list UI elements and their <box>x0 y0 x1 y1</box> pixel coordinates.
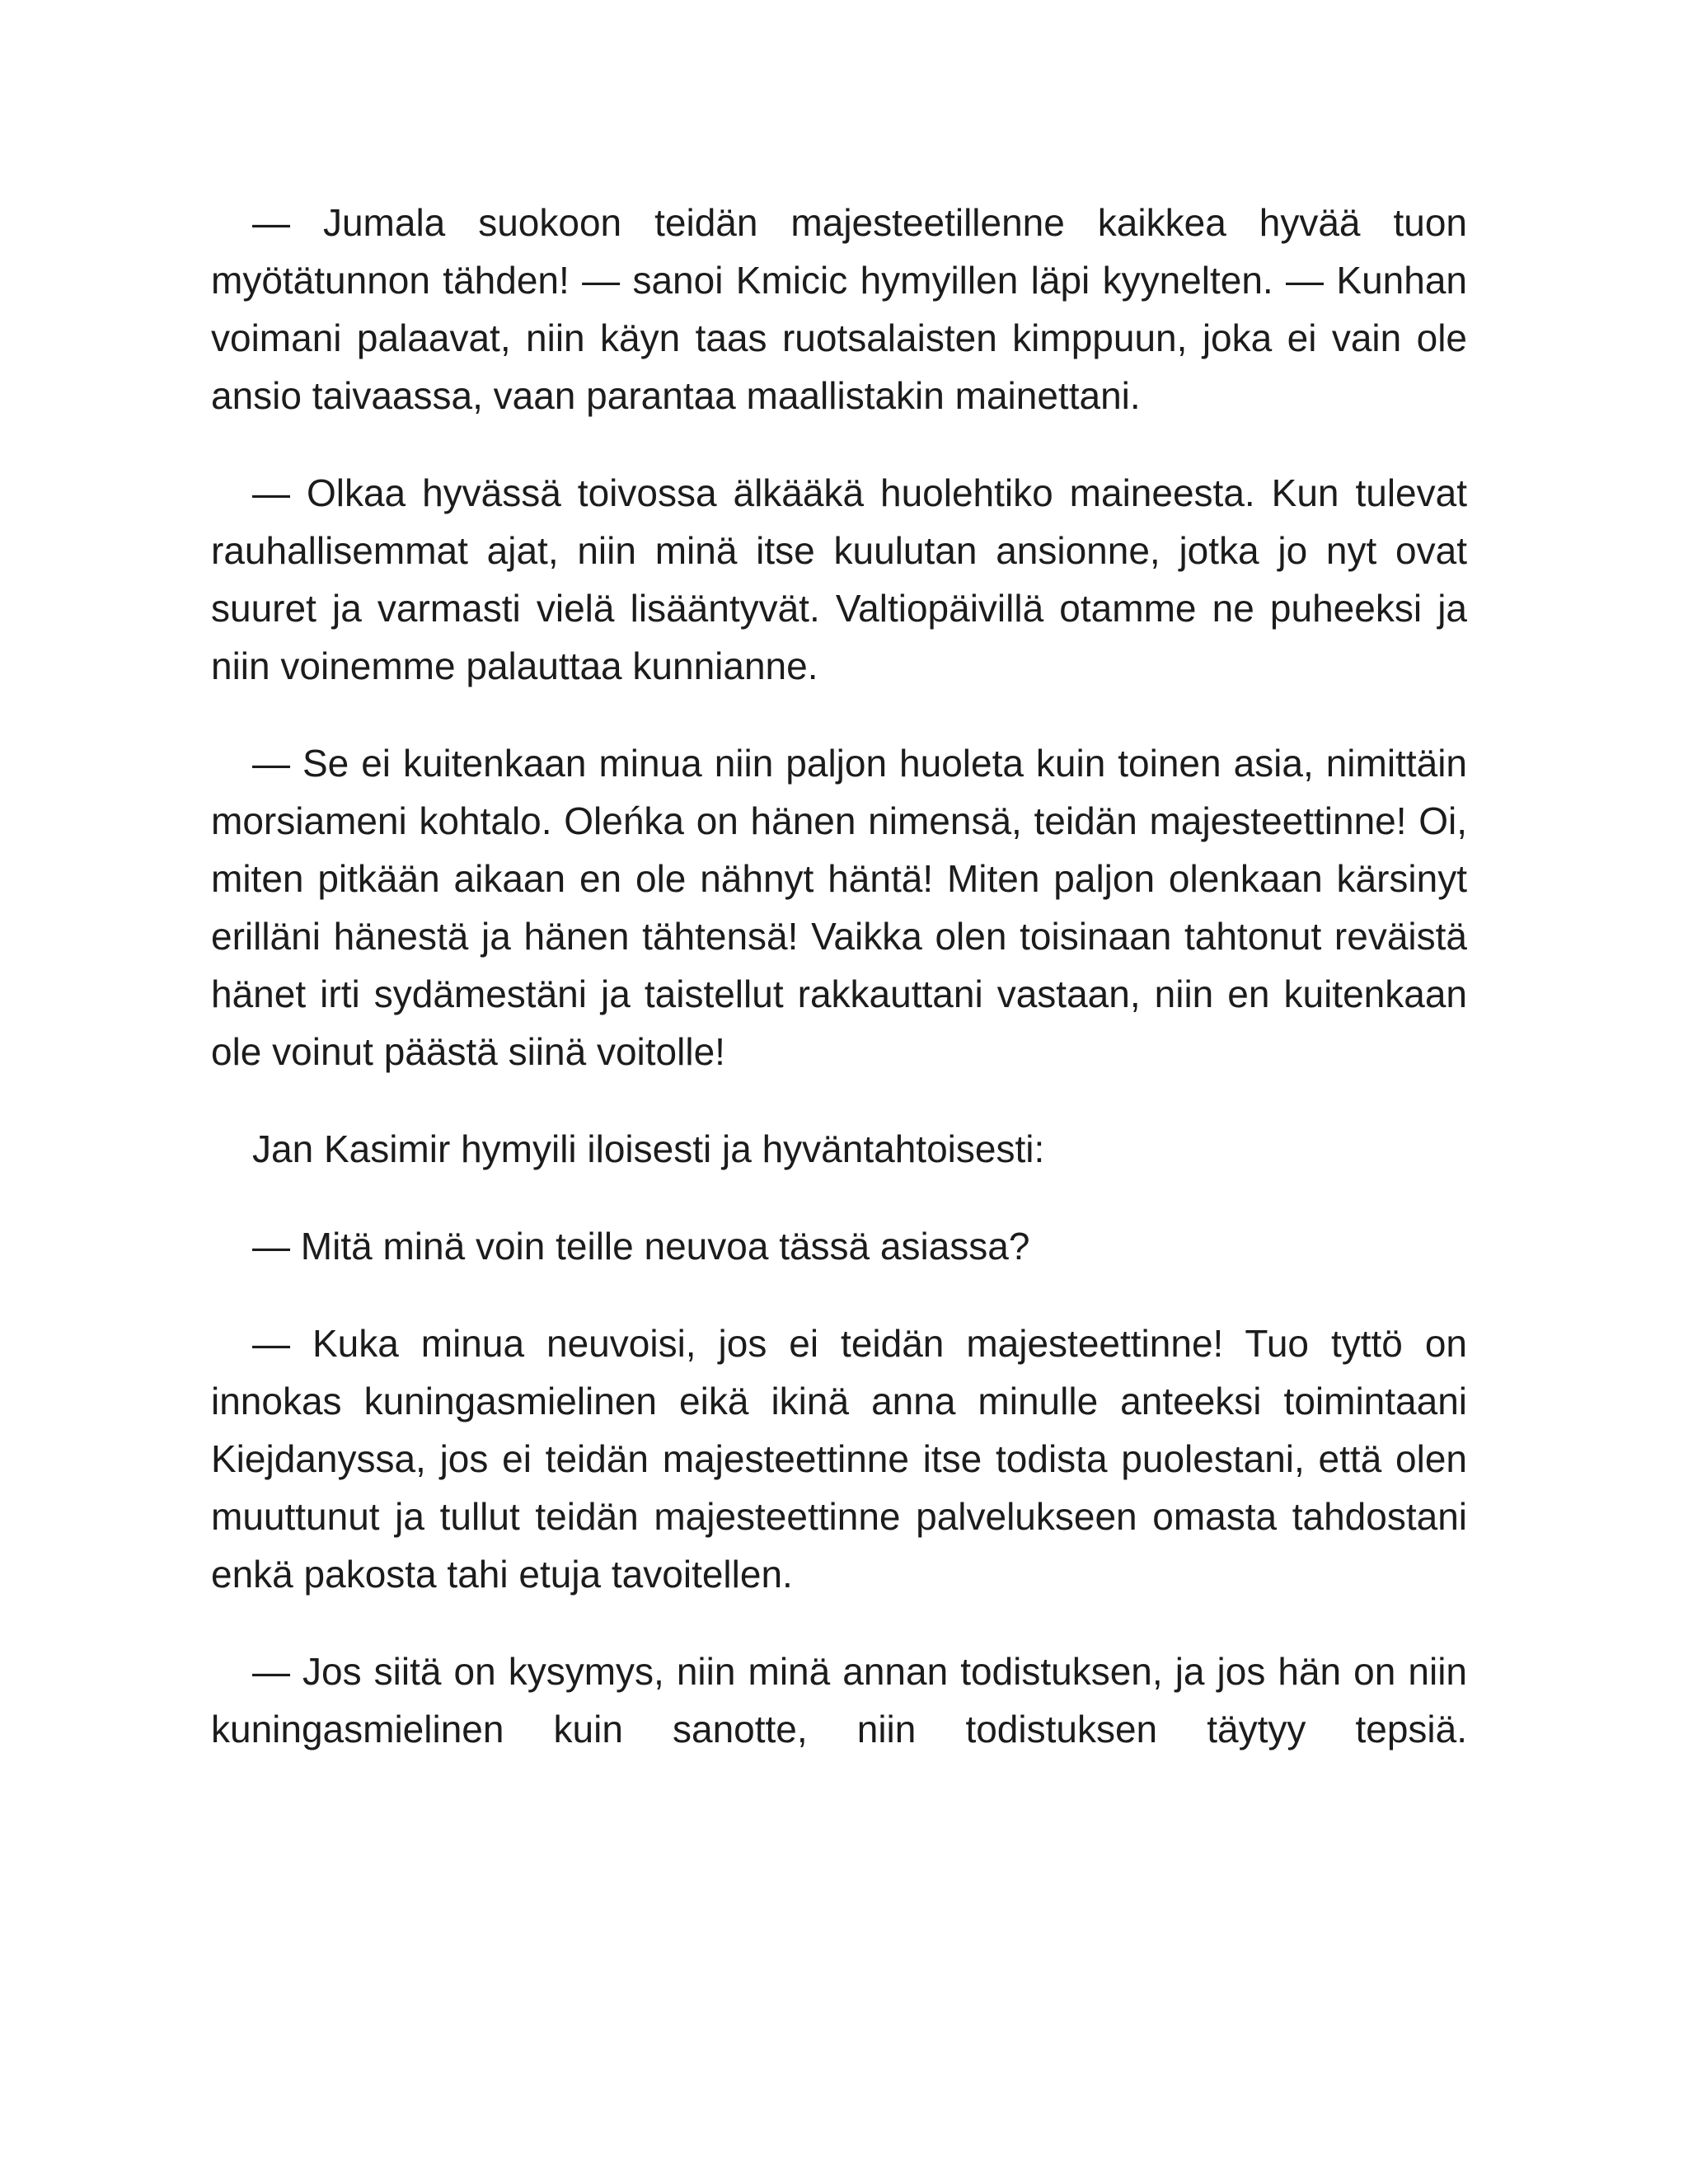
body-text <box>211 194 1467 1797</box>
paragraph: — Jos siitä on kysymys, niin minä annan todistuksen, ja jos hän on niin kuningasmielinen kuin sanotte, niin todistuksen täytyy tepsiä. <box>211 1650 1467 1750</box>
paragraph: — Mitä minä voin teille neuvoa tässä asiassa? <box>252 1225 1030 1268</box>
paragraph: — Se ei kuitenkaan minua niin paljon huoleta kuin toinen asia, nimittäin morsiameni kohtalo. Oleńka on hänen nimensä, teidän majesteettinne! Oi, miten pitkään aikaan en ole nähnyt häntä! Miten paljon olenkaan kärsinyt erilläni hänestä ja hänen tähtensä! Vaikka olen toisinaan tahtonut reväistä hänet irti sydämestäni ja taistellut rakkauttani vastaan, niin en kuitenkaan ole voinut päästä siinä voitolle! <box>211 742 1467 1073</box>
paragraph: Jan Kasimir hymyili iloisesti ja hyväntahtoisesti: <box>252 1127 1045 1170</box>
paragraph: — Olkaa hyvässä toivossa älkääkä huolehtiko maineesta. Kun tulevat rauhallisemmat ajat, niin minä itse kuulutan ansionne, jotka jo nyt ovat suuret ja varmasti vielä lisääntyvät. Valtiopäivillä otamme ne puheeksi ja niin voinemme palauttaa kunnianne. <box>211 471 1467 687</box>
paragraph: — Kuka minua neuvoisi, jos ei teidän majesteettinne! Tuo tyttö on innokas kuningasmielinen eikä ikinä anna minulle anteeksi toimintaani Kiejdanyssa, jos ei teidän majesteettinne itse todista puolestani, että olen muuttunut ja tullut teidän majesteettinne palvelukseen omasta tahdostani enkä pakosta tahi etuja tavoitellen. <box>211 1322 1467 1596</box>
paragraph: — Jumala suokoon teidän majesteetillenne kaikkea hyvää tuon myötätunnon tähden! — sanoi Kmicic hymyillen läpi kyynelten. — Kunhan voimani palaavat, niin käyn taas ruotsalaisten kimppuun, joka ei vain ole ansio taivaassa, vaan parantaa maallistakin mainettani. <box>211 201 1467 417</box>
